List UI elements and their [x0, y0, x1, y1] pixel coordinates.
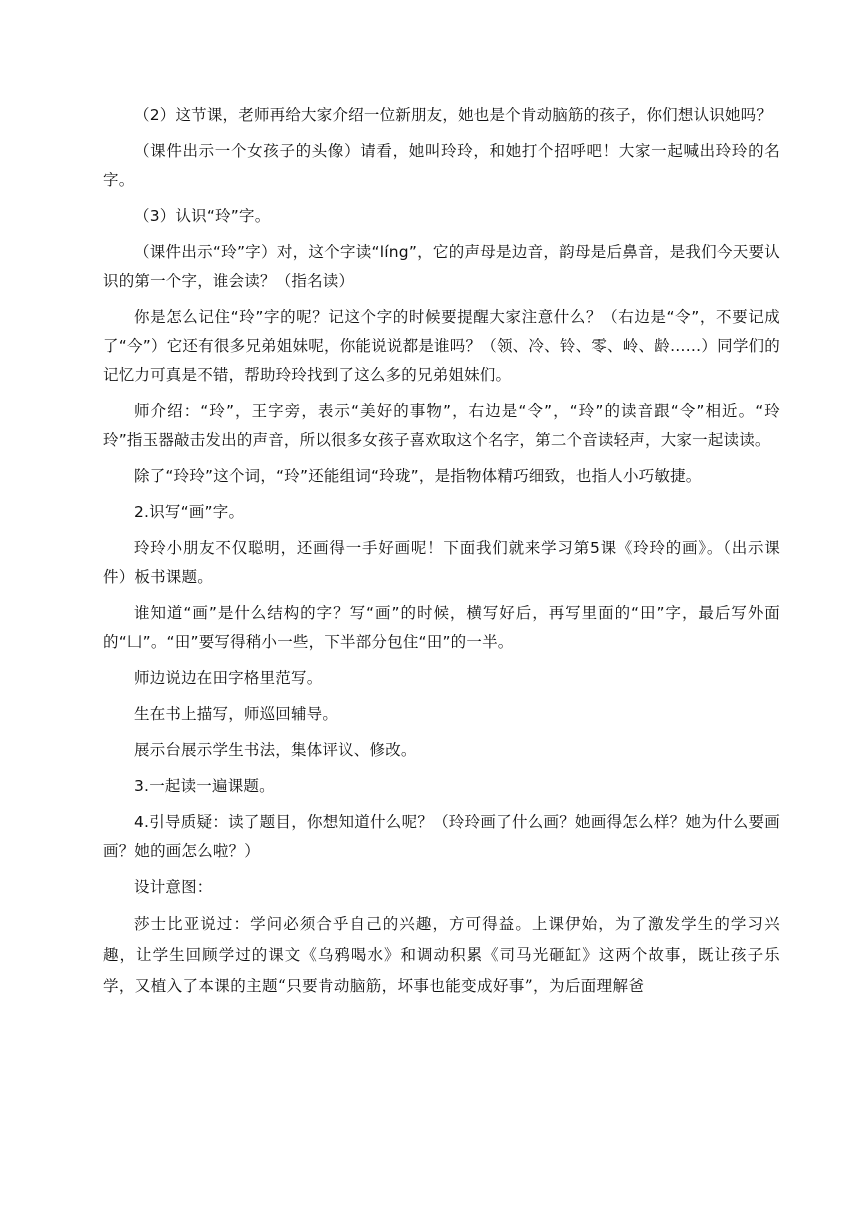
paragraph-intro-new-friend: （2）这节课，老师再给大家介绍一位新朋友，她也是个肯动脑筋的孩子，你们想认识她吗？ — [134, 106, 773, 124]
paragraph-showcase: 展示台展示学生书法，集体评议、修改。 — [134, 741, 417, 759]
paragraph-design-intent-heading: 设计意图： — [134, 878, 213, 896]
paragraph-ling-pronunciation: （课件出示“玲”字）对，这个字读“líng”，它的声母是边音，韵母是后鼻音，是我们今天要认识的第一个字，谁会读？（指名读） — [103, 243, 780, 290]
paragraph-teacher-intro: 师介绍：“玲”，王字旁，表示“美好的事物”，右边是“令”，“玲”的读音跟“令”相近。“玲玲”指玉器敲击发出的声音，所以很多女孩子喜欢取这个名字，第二个音读轻声，大家一起读读。 — [103, 402, 780, 449]
paragraph-design-intent-body: 莎士比亚说过：学问必须合乎自己的兴趣，方可得益。上课伊始，为了激发学生的学习兴趣，让学生回顾学过的课文《乌鸦喝水》和调动积累《司马光砸缸》这两个故事，既让孩子乐学，又植入了本课的主题“只要肯动脑筋，坏事也能变成好事”，为后面理解爸 — [103, 915, 780, 995]
paragraph-step-hua: 2.识写“画”字。 — [134, 503, 245, 521]
document-body — [103, 101, 780, 1009]
paragraph-questions: 4.引导质疑：读了题目，你想知道什么呢？（玲玲画了什么画？她画得怎么样？她为什么要画画？她的画怎么啦？） — [103, 813, 780, 860]
paragraph-teacher-demo: 师边说边在田字格里范写。 — [134, 669, 323, 687]
paragraph-ling-memory: 你是怎么记住“玲”字的呢？记这个字的时候要提醒大家注意什么？（右边是“令”，不要记成了“今”）它还有很多兄弟姐妹呢，你能说说都是谁吗？（领、冷、铃、零、岭、龄……）同学们的记忆力可真是不错，帮助玲玲找到了这么多的兄弟姐妹们。 — [103, 308, 780, 384]
paragraph-courseware-avatar: （课件出示一个女孩子的头像）请看，她叫玲玲，和她打个招呼吧！大家一起喊出玲玲的名字。 — [103, 142, 780, 189]
paragraph-student-trace: 生在书上描写，师巡回辅导。 — [134, 705, 339, 723]
paragraph-hua-structure: 谁知道“画”是什么结构的字？写“画”的时候，横写好后，再写里面的“田”字，最后写外面的“凵”。“田”要写得稍小一些，下半部分包住“田”的一半。 — [103, 604, 780, 651]
paragraph-read-title: 3.一起读一遍课题。 — [134, 777, 275, 795]
paragraph-lesson-title: 玲玲小朋友不仅聪明，还画得一手好画呢！下面我们就来学习第5课《玲玲的画》。（出示课件）板书课题。 — [103, 539, 780, 586]
paragraph-linglong: 除了“玲玲”这个词，“玲”还能组词“玲珑”，是指物体精巧细致，也指人小巧敏捷。 — [134, 467, 702, 485]
paragraph-step-ling: （3）认识“玲”字。 — [134, 207, 271, 225]
